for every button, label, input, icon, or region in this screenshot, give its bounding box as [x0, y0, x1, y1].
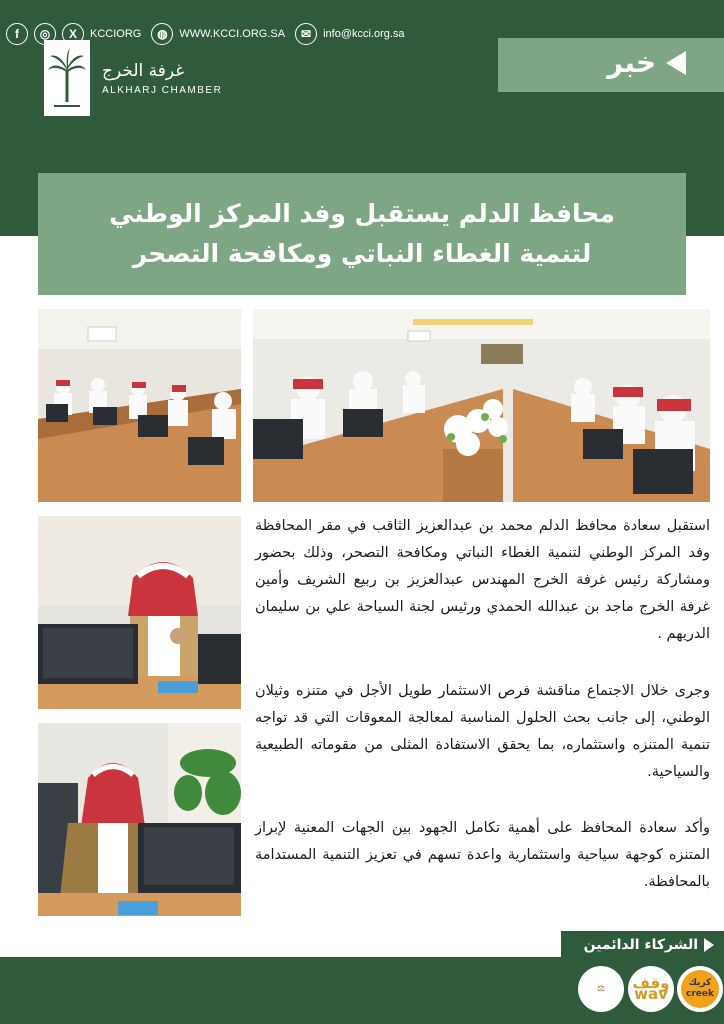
play-arrow-icon [666, 51, 686, 75]
meeting-photo-1 [38, 309, 241, 502]
partner-logo-text: وقف wav [632, 974, 670, 1003]
brand-logo [44, 40, 222, 116]
article-paragraph: استقبل سعادة محافظ الدلم محمد بن عبدالعزيز الثاقب في مقر المحافظة وفد المركز الوطني لتنمية الغطاء النباتي ومكافحة التصحر، وذلك بحضور ومشاركة رئيس غرفة الخرج المهندس عبدالعزيز بن ربيع الشريف وأمين غرفة الخرج ماجد بن عبدالله الحمدي ورئيس لجنة السياحة علي بن سليمان الدريهم . [255, 518, 710, 642]
governor-photo-2 [38, 723, 241, 916]
article-paragraph: وأكد سعادة المحافظ على أهمية تكامل الجهود بين الجهات المعنية لإبراز المتنزه كوجهة سياحية واستثمارية واعدة تسهم في تعزيز التنمية المستدامة بالمحافظة. [255, 820, 710, 890]
partners-label: الشركاء الدائمين [583, 937, 698, 953]
brand-text [102, 61, 222, 96]
news-label: خبر [606, 46, 656, 79]
news-tag [498, 38, 724, 92]
brand-name-arabic: غرفة الخرج [102, 60, 185, 81]
footer-contacts [6, 23, 409, 45]
partner-logo-scales [578, 966, 624, 1012]
instagram-icon[interactable]: ◎ [34, 23, 56, 45]
partner-logo-waqf [628, 966, 674, 1012]
email-link[interactable]: info@kcci.org.sa [323, 28, 405, 40]
governor-photo-1 [38, 516, 241, 709]
headline: محافظ الدلم يستقبل وفد المركز الوطني لتنمية الغطاء النباتي ومكافحة التصحر [109, 199, 615, 268]
facebook-icon[interactable]: f [6, 23, 28, 45]
email-icon: ✉ [295, 23, 317, 45]
partner-logo-text: كريك creek [686, 978, 714, 999]
partner-logo-creek [677, 966, 723, 1012]
play-arrow-icon [704, 938, 714, 952]
partner-logo-text: ⚖ [596, 983, 606, 994]
brand-name-english: ALKHARJ CHAMBER [102, 84, 223, 96]
website-link[interactable]: WWW.KCCI.ORG.SA [179, 28, 286, 40]
social-handle[interactable]: KCCIORG [90, 28, 142, 40]
headline-box [38, 173, 686, 295]
meeting-photo-2 [253, 309, 710, 502]
palm-logo-icon [44, 40, 90, 116]
x-twitter-icon[interactable]: X [62, 23, 84, 45]
article-paragraph: وجرى خلال الاجتماع مناقشة فرص الاستثمار طويل الأجل في متنزه وثيلان الوطني، إلى جانب بحث الحلول المناسبة لمعالجة المعوقات التي قد تواجه تنمية المتنزه واستثماره، بما يحقق الاستفادة المثلى من مقوماته الطبيعية والسياحية. [255, 683, 710, 780]
globe-icon: ◍ [151, 23, 173, 45]
partners-tag [561, 931, 724, 959]
